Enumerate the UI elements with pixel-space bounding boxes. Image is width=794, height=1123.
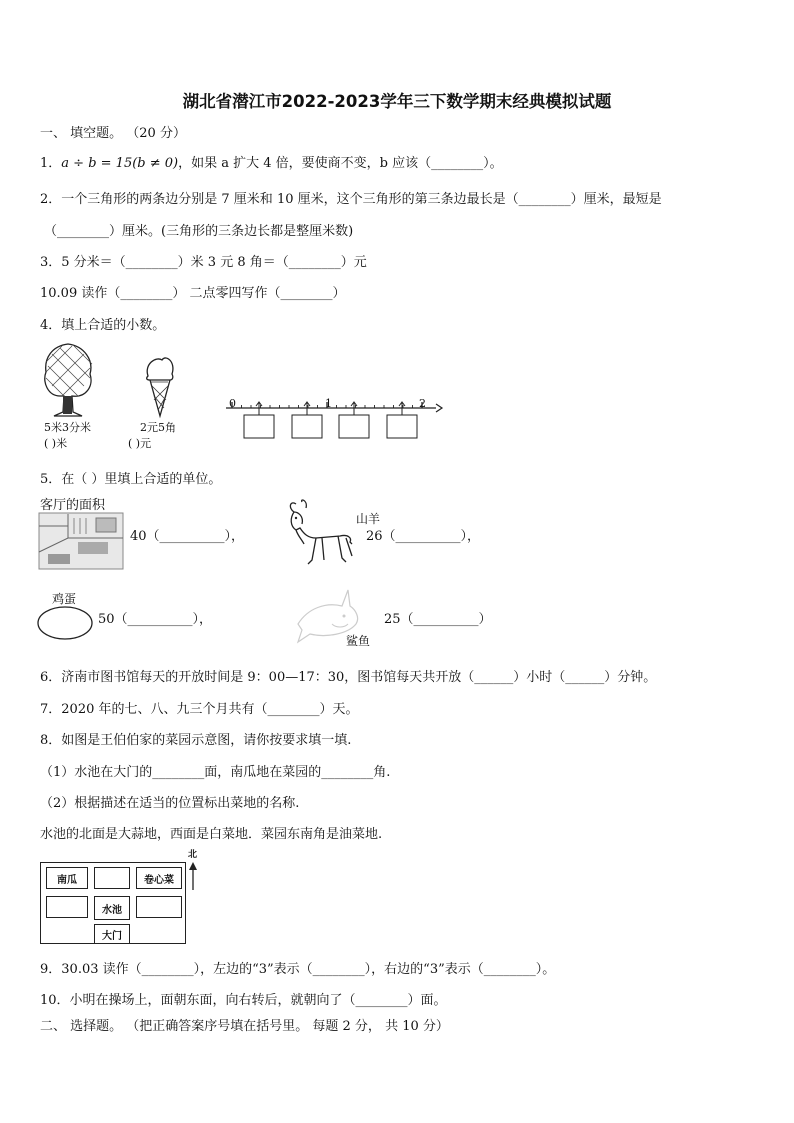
question-9: 9．30.03 读作（________），左边的“3”表示（________），右边的“3”表示（________）。 xyxy=(40,962,556,977)
number-line-label-1: 1 xyxy=(325,397,332,410)
egg-answer: 50（__________）， xyxy=(98,612,213,627)
q1-number: 1． xyxy=(40,156,62,171)
question-6: 6．济南市图书馆每天的开放时间是 9：00—17：30，图书馆每天共开放（______）小时（______）分钟。 xyxy=(40,670,657,685)
tree-image xyxy=(38,340,98,420)
question-1 xyxy=(40,152,503,171)
number-line-label-2: 2 xyxy=(419,397,426,410)
tree-answer-blank: ( )米 xyxy=(44,437,68,450)
question-8-part-2: （2）根据描述在适当的位置标出菜地的名称. xyxy=(40,796,300,811)
garden-pumpkin: 南瓜 xyxy=(46,867,88,889)
section-2-heading: 二、 选择题。 （把正确答案序号填在括号里。 每题 2 分， 共 10 分） xyxy=(40,1019,449,1034)
garden-pool: 水池 xyxy=(94,896,130,920)
living-room-answer: 40（__________）， xyxy=(130,529,245,544)
ice-cream-answer-blank: ( )元 xyxy=(128,437,152,450)
goat-answer: 26（__________）， xyxy=(366,529,481,544)
tree-label: 5米3分米 xyxy=(44,421,91,434)
garden-gate: 大门 xyxy=(94,924,130,944)
question-7: 7．2020 年的七、八、九三个月共有（________）天。 xyxy=(40,702,359,717)
ice-cream-image xyxy=(140,354,180,420)
question-8-description: 水池的北面是大蒜地，西面是白菜地．菜园东南角是油菜地. xyxy=(40,827,383,842)
question-3-line-2: 10.09 读作（________） 二点零四写作（________） xyxy=(40,286,346,301)
section-1-heading: 一、 填空题。 （20 分） xyxy=(40,126,186,141)
shark-caption: 鲨鱼 xyxy=(346,634,371,648)
garden-empty-middle-right xyxy=(136,896,182,918)
living-room-image xyxy=(38,512,124,570)
shark-answer: 25（__________） xyxy=(384,612,492,627)
question-4: 4．填上合适的小数。 xyxy=(40,318,166,333)
question-10: 10．小明在操场上，面朝东面，向右转后，就朝向了（________）面。 xyxy=(40,993,447,1008)
north-label: 北 xyxy=(188,850,198,860)
q1-formula: a ÷ b = 15(b ≠ 0) xyxy=(61,156,179,171)
question-8-part-1: （1）水池在大门的________面，南瓜地在菜园的________角. xyxy=(40,765,391,780)
question-8: 8．如图是王伯伯家的菜园示意图，请你按要求填一填. xyxy=(40,733,352,748)
number-line xyxy=(222,394,444,444)
garden-empty-top-middle xyxy=(94,867,130,889)
goat-caption: 山羊 xyxy=(356,512,381,526)
q1-text: ，如果 a 扩大 4 倍，要使商不变，b 应该（________）。 xyxy=(178,156,503,171)
goat-image xyxy=(282,498,362,570)
egg-caption: 鸡蛋 xyxy=(52,592,77,606)
garden-cabbage: 卷心菜 xyxy=(136,867,182,889)
question-2-line-2: （________）厘米。(三角形的三条边长都是整厘米数) xyxy=(44,224,354,239)
question-2-line-1: 2．一个三角形的两条边分别是 7 厘米和 10 厘米，这个三角形的第三条边最长是（________）厘米，最短是 xyxy=(40,192,662,207)
living-room-caption: 客厅的面积 xyxy=(40,498,106,513)
question-5: 5．在（ ）里填上合适的单位。 xyxy=(40,472,222,487)
page-title: 湖北省潜江市2022-2023学年三下数学期末经典模拟试题 xyxy=(182,92,612,111)
ice-cream-label: 2元5角 xyxy=(140,421,176,434)
number-line-label-0: 0 xyxy=(229,397,236,410)
egg-image xyxy=(36,604,94,642)
garden-empty-middle-left xyxy=(46,896,88,918)
question-3-line-1: 3．5 分米＝（________）米 3 元 8 角＝（________）元 xyxy=(40,255,367,270)
